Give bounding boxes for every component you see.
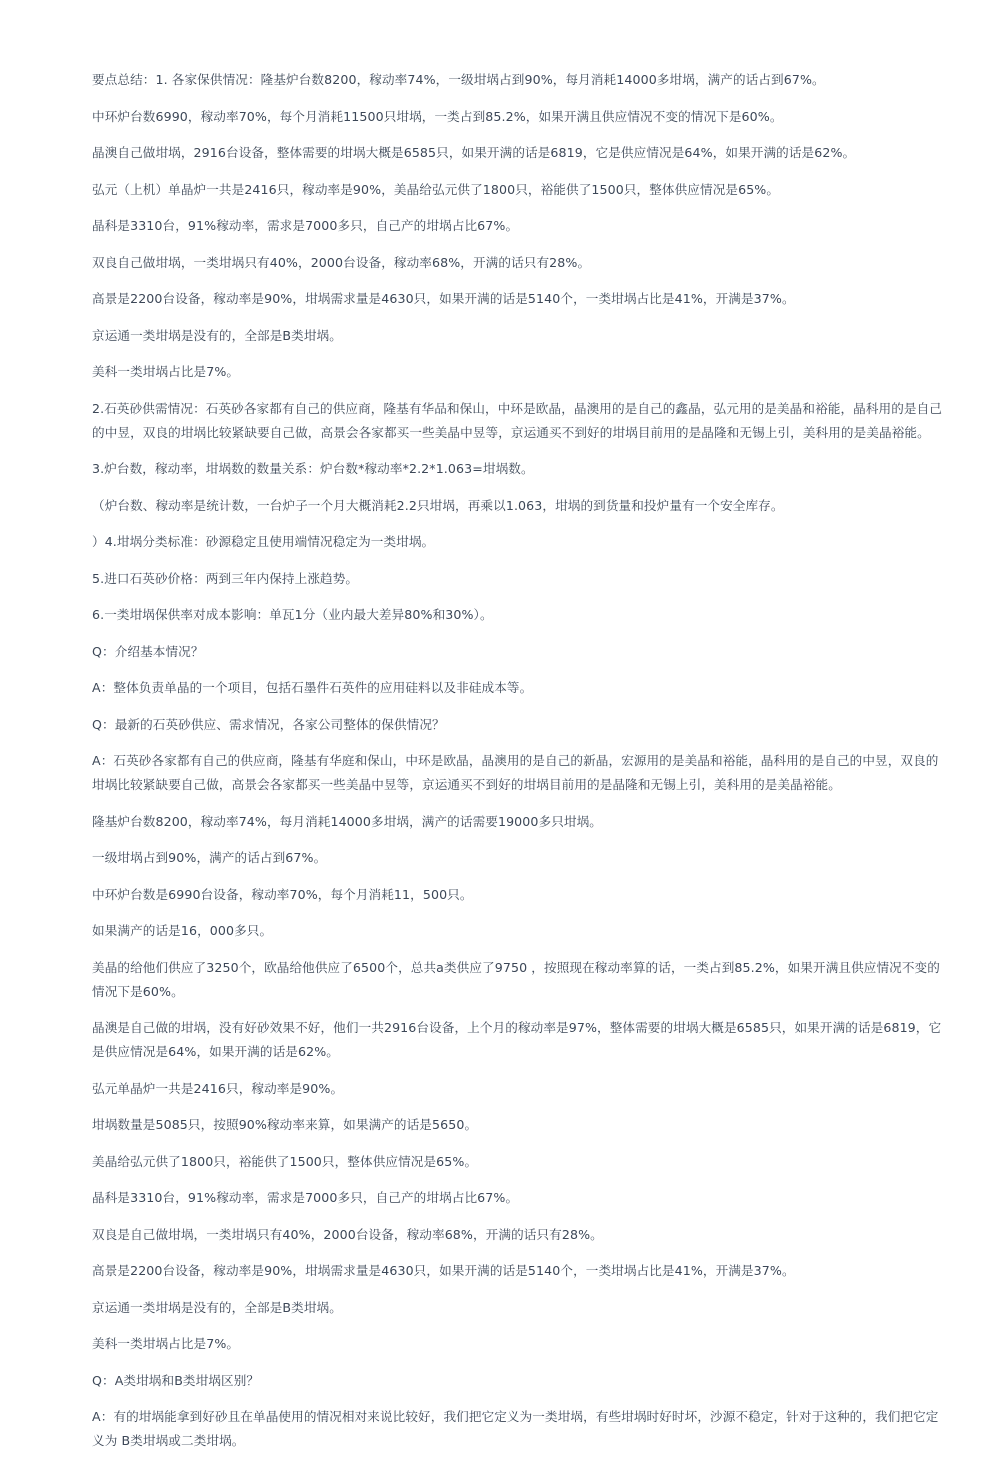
summary-paragraph: 中环炉台数6990，稼动率70%，每个月消耗11500只坩埚，一类占到85.2%，如果开满且供应情况不变的情况下是60%。 [92,108,783,124]
question-paragraph: Q：A类坩埚和B类坩埚区别？ [92,1372,260,1388]
answer-paragraph: A：石英砂各家都有自己的供应商，隆基有华庭和保山，中环是欧晶，晶澳用的是自己的新晶，宏源用的是美晶和裕能，晶科用的是自己的中昱，双良的坩埚比较紧缺要自己做，高景会各家都买一些美晶中昱等，京运通买不到好的坩埚目前用的是晶隆和无锡上引，美科用的是美晶裕能。 [92,753,939,792]
summary-paragraph: ）4.坩埚分类标准：砂源稳定且使用端情况稳定为一类坩埚。 [92,534,435,549]
answer-paragraph: 弘元单晶炉一共是2416只，稼动率是90%。 [92,1080,344,1096]
answer-paragraph: 中环炉台数是6990台设备，稼动率70%，每个月消耗11，500只。 [92,886,473,902]
answer-paragraph: A：整体负责单晶的一个项目，包括石墨件石英件的应用硅料以及非硅成本等。 [92,680,533,695]
summary-paragraph: 美科一类坩埚占比是7%。 [92,364,240,379]
summary-paragraph: （炉台数、稼动率是统计数，一台炉子一个月大概消耗2.2只坩埚，再乘以1.063，坩埚的到货量和投炉量有一个安全库存。 [92,497,784,513]
document-body [92,68,942,1466]
summary-paragraph: 双良自己做坩埚，一类坩埚只有40%，2000台设备，稼动率68%，开满的话只有28%。 [92,254,591,270]
summary-paragraph: 高景是2200台设备，稼动率是90%，坩埚需求量是4630只，如果开满的话是5140个，一类坩埚占比是41%，开满是37%。 [92,291,795,306]
answer-paragraph: 一级坩埚占到90%，满产的话占到67%。 [92,850,327,865]
answer-paragraph: 晶澳是自己做的坩埚，没有好砂效果不好，他们一共2916台设备，上个月的稼动率是97%，整体需要的坩埚大概是6585只，如果开满的话是6819，它是供应情况是64%，如果开满的话是62%。 [92,1020,942,1059]
summary-paragraph: 3.炉台数，稼动率，坩埚数的数量关系：炉台数*稼动率*2.2*1.063=坩埚数。 [92,461,534,476]
answer-paragraph: 坩埚数量是5085只，按照90%稼动率来算，如果满产的话是5650。 [92,1117,478,1132]
summary-paragraph: 晶科是3310台，91%稼动率，需求是7000多只，自己产的坩埚占比67%。 [92,218,519,233]
answer-paragraph: 如果满产的话是16，000多只。 [92,923,273,938]
answer-paragraph: 高景是2200台设备，稼动率是90%，坩埚需求量是4630只，如果开满的话是5140个，一类坩埚占比是41%，开满是37%。 [92,1263,795,1278]
answer-paragraph: A：有的坩埚能拿到好砂且在单晶使用的情况相对来说比较好，我们把它定义为一类坩埚，有些坩埚时好时坏，沙源不稳定，针对于这种的，我们把它定义为 B类坩埚或二类坩埚。 [92,1409,939,1448]
summary-paragraph: 弘元（上机）单晶炉一共是2416只，稼动率是90%，美晶给弘元供了1800只，裕能供了1500只，整体供应情况是65%。 [92,181,780,197]
summary-paragraph: 京运通一类坩埚是没有的，全部是B类坩埚。 [92,327,342,343]
answer-paragraph: 美科一类坩埚占比是7%。 [92,1336,240,1351]
question-paragraph: Q：介绍基本情况？ [92,643,204,659]
answer-paragraph: 京运通一类坩埚是没有的，全部是B类坩埚。 [92,1299,342,1315]
answer-paragraph: 美晶的给他们供应了3250个，欧晶给他供应了6500个，总共a类供应了9750 ，按照现在稼动率算的话，一类占到85.2%，如果开满且供应情况不变的情况下是60%。 [92,959,940,999]
answer-paragraph: 双良是自己做坩埚，一类坩埚只有40%，2000台设备，稼动率68%，开满的话只有28%。 [92,1226,603,1242]
summary-paragraph: 要点总结：1. 各家保供情况：隆基炉台数8200，稼动率74%，一级坩埚占到90%，每月消耗14000多坩埚，满产的话占到67%。 [92,72,825,87]
summary-paragraph: 2.石英砂供需情况：石英砂各家都有自己的供应商，隆基有华品和保山，中环是欧晶，晶澳用的是自己的鑫晶，弘元用的是美晶和裕能，晶科用的是自己的中昱，双良的坩埚比较紧缺要自己做，高景会各家都买一些美晶中昱等，京运通买不到好的坩埚目前用的是晶隆和无锡上引，美科用的是美晶裕能。 [92,400,943,440]
summary-paragraph: 6.一类坩埚保供率对成本影响：单瓦1分（业内最大差异80%和30%）。 [92,607,493,622]
answer-paragraph: 美晶给弘元供了1800只，裕能供了1500只，整体供应情况是65%。 [92,1153,478,1169]
summary-paragraph: 晶澳自己做坩埚，2916台设备，整体需要的坩埚大概是6585只，如果开满的话是6819，它是供应情况是64%，如果开满的话是62%。 [92,145,856,160]
answer-paragraph: 晶科是3310台，91%稼动率，需求是7000多只，自己产的坩埚占比67%。 [92,1190,519,1205]
answer-paragraph: 隆基炉台数8200，稼动率74%，每月消耗14000多坩埚，满产的话需要19000多只坩埚。 [92,813,602,829]
summary-paragraph: 5.进口石英砂价格：两到三年内保持上涨趋势。 [92,570,359,586]
question-paragraph: Q：最新的石英砂供应、需求情况，各家公司整体的保供情况？ [92,716,445,732]
